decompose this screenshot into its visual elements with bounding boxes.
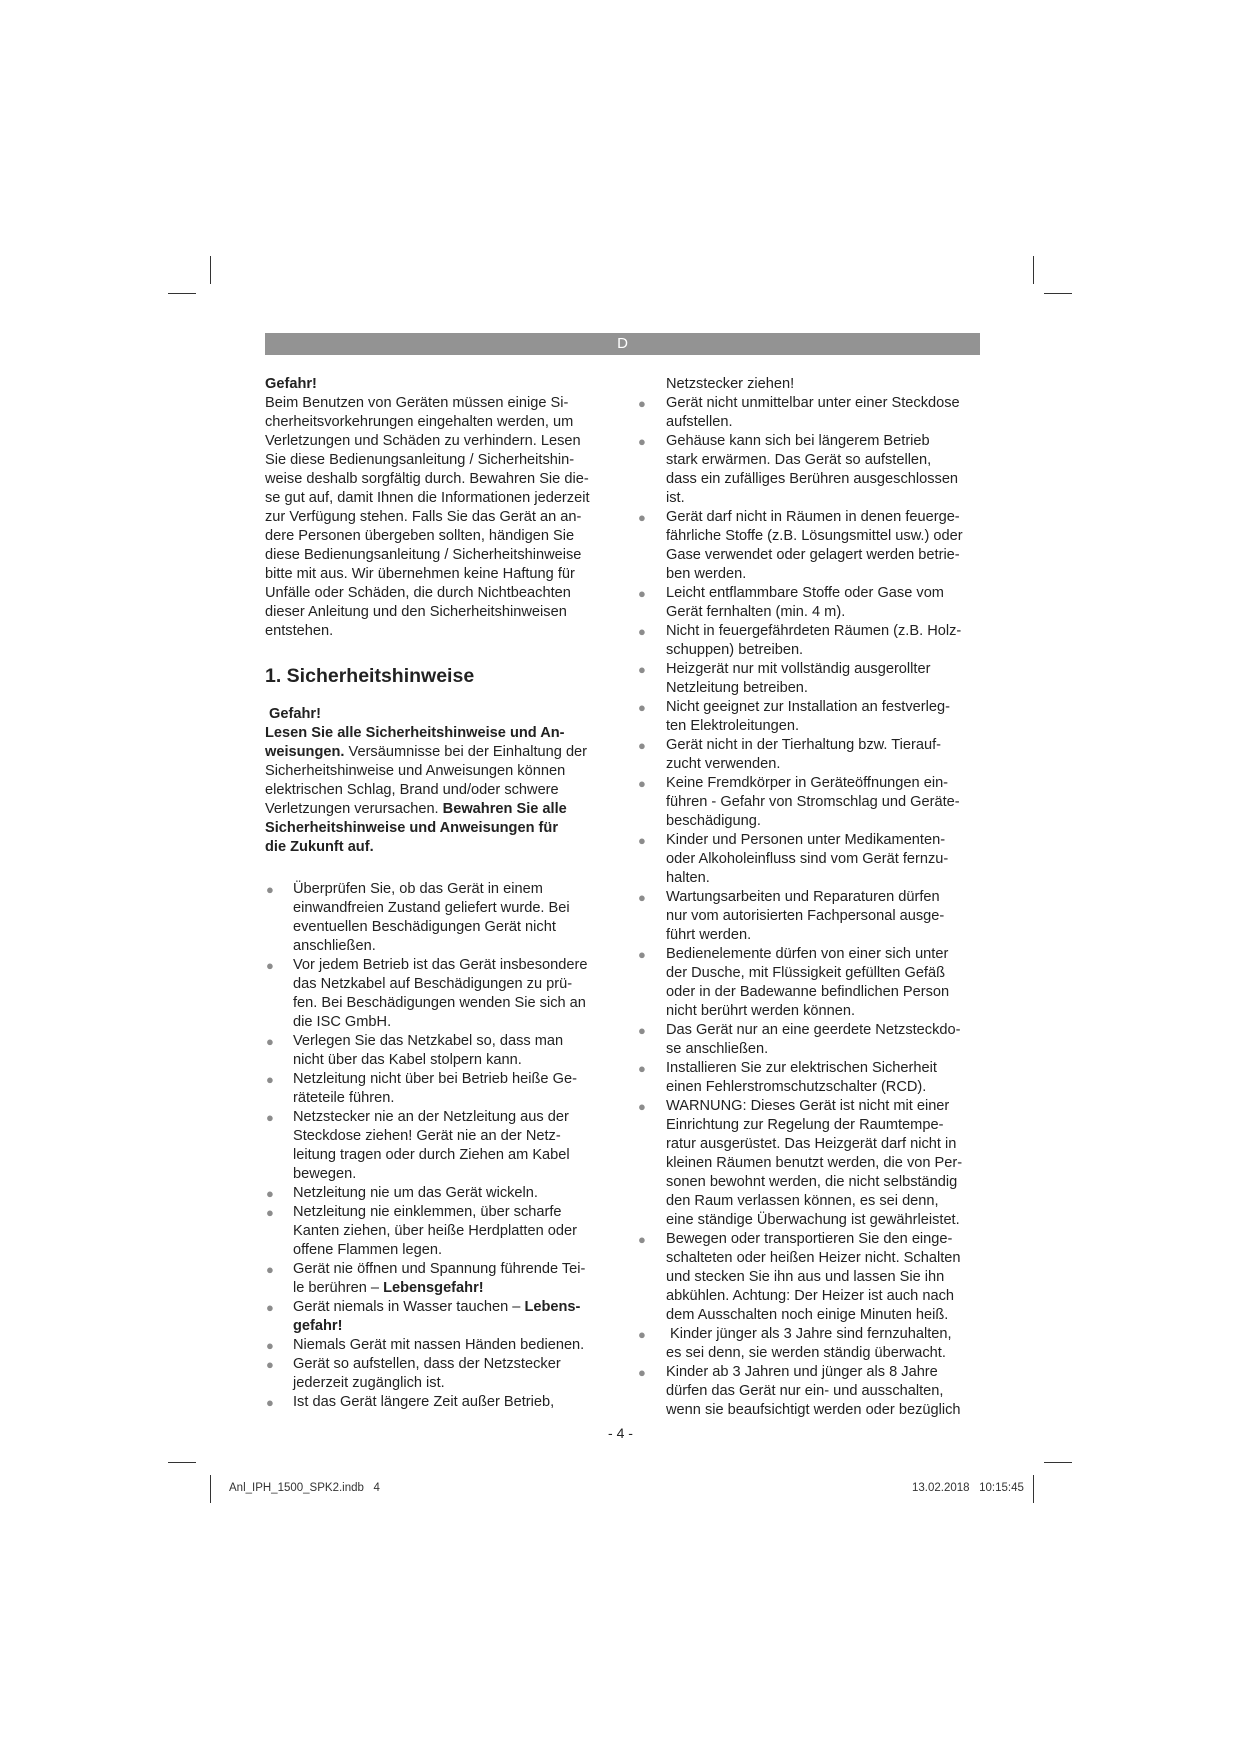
crop-mark-top-right	[1033, 256, 1034, 284]
list-item-line: eventuellen Beschädigungen Gerät nicht	[293, 919, 556, 935]
list-item-line: dass ein zufälliges Berühren ausgeschlossen	[666, 471, 959, 487]
bullet-icon: ●	[638, 776, 646, 791]
list-item	[265, 1393, 615, 1412]
list-item-line: die ISC GmbH.	[293, 1014, 392, 1030]
list-item-line: nicht über das Kabel stolpern kann.	[293, 1052, 522, 1068]
list-item-line: Kinder jünger als 3 Jahre sind fernzuhalten,	[666, 1326, 952, 1342]
crop-mark-top-left	[210, 256, 211, 284]
warning-heading: Gefahr!	[265, 706, 321, 722]
language-code: D	[617, 335, 628, 352]
list-item	[265, 956, 615, 1032]
intro-line: Verletzungen und Schäden zu verhindern. Lesen	[265, 433, 581, 449]
footer-timestamp: 13.02.2018 10:15:45	[912, 1482, 1024, 1494]
list-item-line: halten.	[666, 870, 710, 886]
list-item-text: Gerät niemals in Wasser tauchen –	[293, 1299, 525, 1315]
list-item-line: Netzleitung nie einklemmen, über scharfe	[293, 1204, 562, 1220]
bullet-icon: ●	[266, 958, 274, 973]
list-item	[637, 1325, 982, 1363]
list-item	[637, 1230, 982, 1325]
bullet-icon: ●	[638, 833, 646, 848]
list-item-line: eine ständige Überwachung ist gewährleistet.	[666, 1212, 960, 1228]
right-bullet-list	[637, 394, 982, 1420]
list-item-line: Bedienelemente dürfen von einer sich unter	[666, 946, 949, 962]
list-item-line: Gerät nicht unmittelbar unter einer Steckdose	[666, 395, 960, 411]
list-item	[265, 1203, 615, 1260]
list-item	[637, 1097, 982, 1230]
list-item-line: nicht berührt werden können.	[666, 1003, 856, 1019]
list-item	[637, 698, 982, 736]
list-item-line: Gehäuse kann sich bei längerem Betrieb	[666, 433, 930, 449]
bullet-icon: ●	[638, 1327, 646, 1342]
list-item-line: Netzstecker nie an der Netzleitung aus der	[293, 1109, 569, 1125]
list-item-line: schalteten oder heißen Heizer nicht. Schalten	[666, 1250, 961, 1266]
list-item-line: Kanten ziehen, über heiße Herdplatten oder	[293, 1223, 577, 1239]
bullet-icon: ●	[266, 1357, 274, 1372]
intro-heading: Gefahr!	[265, 376, 317, 392]
bullet-icon: ●	[266, 1034, 274, 1049]
list-item-line: Nicht in feuergefährdeten Räumen (z.B. Holz-	[666, 623, 962, 639]
list-item	[265, 1260, 615, 1298]
intro-line: weise deshalb sorgfältig durch. Bewahren Sie die-	[265, 471, 589, 487]
list-item	[637, 888, 982, 945]
list-item-line: abkühlen. Achtung: Der Heizer ist auch nach	[666, 1288, 954, 1304]
bullet-icon: ●	[638, 662, 646, 677]
list-item-line: Kinder und Personen unter Medikamenten-	[666, 832, 946, 848]
list-item-line: Netzleitung nie um das Gerät wickeln.	[293, 1185, 538, 1201]
list-item-line: Gerät nie öffnen und Spannung führende Tei-	[293, 1261, 586, 1277]
list-item-line: beschädigung.	[666, 813, 761, 829]
list-item-line: dem Ausschalten noch einige Minuten heiß.	[666, 1307, 949, 1323]
list-item-line: Einrichtung zur Regelung der Raumtempe-	[666, 1117, 944, 1133]
bullet-icon: ●	[266, 1338, 274, 1353]
intro-line: Sie diese Bedienungsanleitung / Sicherheitshin-	[265, 452, 575, 468]
continuation-line: Netzstecker ziehen!	[666, 376, 795, 392]
list-item-line: jederzeit zugänglich ist.	[293, 1375, 445, 1391]
list-item-line	[293, 1298, 615, 1317]
list-item-line: sonen bewohnt werden, die nicht selbständig	[666, 1174, 958, 1190]
list-item-line: Bewegen oder transportieren Sie den einge-	[666, 1231, 953, 1247]
intro-line: Beim Benutzen von Geräten müssen einige Si-	[265, 395, 569, 411]
list-item-line: aufstellen.	[666, 414, 733, 430]
bullet-icon: ●	[638, 396, 646, 411]
list-item-line: Heizgerät nur mit vollständig ausgerollter	[666, 661, 931, 677]
list-item-line: wenn sie beaufsichtigt werden oder bezüglich	[666, 1402, 961, 1418]
intro-line: entstehen.	[265, 623, 334, 639]
list-item-line: oder Alkoholeinfluss sind vom Gerät fernzu-	[666, 851, 949, 867]
bullet-icon: ●	[638, 510, 646, 525]
list-item-line: leitung tragen oder durch Ziehen am Kabel	[293, 1147, 570, 1163]
list-item-line: Kinder ab 3 Jahren und jünger als 8 Jahre	[666, 1364, 938, 1380]
bullet-icon: ●	[266, 1186, 274, 1201]
list-item-line: Vor jedem Betrieb ist das Gerät insbesondere	[293, 957, 588, 973]
left-column	[265, 375, 615, 1412]
list-item-line: Netzleitung betreiben.	[666, 680, 808, 696]
bullet-icon: ●	[266, 1395, 274, 1410]
list-item-line: dürfen das Gerät nur ein- und ausschalten,	[666, 1383, 944, 1399]
section-title: 1. Sicherheitshinweise	[265, 665, 475, 687]
list-item	[637, 1021, 982, 1059]
list-item-line: fährliche Stoffe (z.B. Lösungsmittel usw.) oder	[666, 528, 963, 544]
list-item-line: Gerät fernhalten (min. 4 m).	[666, 604, 846, 620]
list-item-line: oder in der Badewanne befindlichen Person	[666, 984, 950, 1000]
list-item	[637, 831, 982, 888]
list-item-line: Wartungsarbeiten und Reparaturen dürfen	[666, 889, 940, 905]
list-item-line	[293, 1279, 615, 1298]
intro-line: se gut auf, damit Ihnen die Informationen jederzeit	[265, 490, 590, 506]
warning-line	[265, 800, 615, 819]
list-item	[637, 945, 982, 1021]
list-item-line: einwandfreien Zustand geliefert wurde. Bei	[293, 900, 570, 916]
crop-mark-top-left	[168, 293, 196, 294]
intro-paragraph	[265, 394, 615, 641]
list-item-line: Gerät darf nicht in Räumen in denen feuerge-	[666, 509, 960, 525]
list-item-line: Netzleitung nicht über bei Betrieb heiße Ge-	[293, 1071, 577, 1087]
list-item-line: und stecken Sie ihn aus und lassen Sie ihn	[666, 1269, 945, 1285]
list-item	[637, 394, 982, 432]
intro-line: dieser Anleitung und den Sicherheitshinweisen	[265, 604, 567, 620]
list-item-line: den Raum verlassen können, es sei denn,	[666, 1193, 939, 1209]
warning-line: elektrischen Schlag, Brand und/oder schwere	[265, 782, 559, 798]
list-item	[265, 1070, 615, 1108]
list-item	[637, 774, 982, 831]
bullet-icon: ●	[638, 947, 646, 962]
list-item-line: Leicht entflammbare Stoffe oder Gase vom	[666, 585, 944, 601]
crop-mark-bottom-right	[1033, 1475, 1034, 1503]
list-item-line: ist.	[666, 490, 685, 506]
list-item-line: gefahr!	[293, 1318, 343, 1334]
list-item	[637, 622, 982, 660]
bullet-icon: ●	[638, 434, 646, 449]
list-item-line: WARNUNG: Dieses Gerät ist nicht mit einer	[666, 1098, 950, 1114]
intro-line: cherheitsvorkehrungen eingehalten werden, um	[265, 414, 574, 430]
page-number: - 4 -	[608, 1425, 633, 1441]
list-item-line: Installieren Sie zur elektrischen Sicherheit	[666, 1060, 937, 1076]
list-item-line: Das Gerät nur an eine geerdete Netzsteckdo-	[666, 1022, 961, 1038]
list-item-line: ratur ausgerüstet. Das Heizgerät darf nicht in	[666, 1136, 957, 1152]
list-item-bold-text: Lebens-	[524, 1299, 581, 1315]
list-item-line: Ist das Gerät längere Zeit außer Betrieb,	[293, 1394, 555, 1410]
list-item-line: Verlegen Sie das Netzkabel so, dass man	[293, 1033, 564, 1049]
list-item-line: ten Elektroleitungen.	[666, 718, 800, 734]
warning-line	[265, 743, 615, 762]
right-column	[637, 375, 982, 1420]
list-item-line: der Dusche, mit Flüssigkeit gefüllten Gefäß	[666, 965, 946, 981]
bullet-icon: ●	[638, 890, 646, 905]
crop-mark-bottom-right	[1044, 1462, 1072, 1463]
list-item-line: Gerät nicht in der Tierhaltung bzw. Tierauf-	[666, 737, 941, 753]
bullet-icon: ●	[638, 738, 646, 753]
list-item-line: das Netzkabel auf Beschädigungen zu prü-	[293, 976, 573, 992]
list-item	[265, 880, 615, 956]
intro-line: diese Bedienungsanleitung / Sicherheitshinweise	[265, 547, 582, 563]
list-item	[265, 1032, 615, 1070]
warning-line: Sicherheitshinweise und Anweisungen können	[265, 763, 566, 779]
list-item-line: Niemals Gerät mit nassen Händen bedienen.	[293, 1337, 585, 1353]
crop-mark-bottom-left	[210, 1475, 211, 1503]
intro-line: bitte mit aus. Wir übernehmen keine Haftung für	[265, 566, 575, 582]
list-item	[265, 1336, 615, 1355]
list-item-line: einen Fehlerstromschutzschalter (RCD).	[666, 1079, 927, 1095]
list-item-line: Überprüfen Sie, ob das Gerät in einem	[293, 881, 543, 897]
bullet-icon: ●	[266, 1262, 274, 1277]
list-item-line: Nicht geeignet zur Installation an festverleg-	[666, 699, 950, 715]
warning-line: die Zukunft auf.	[265, 839, 374, 855]
list-item-line: kleinen Räumen benutzt werden, die von Per-	[666, 1155, 963, 1171]
bullet-icon: ●	[266, 1205, 274, 1220]
list-item-line: se anschließen.	[666, 1041, 769, 1057]
list-item-line: ben werden.	[666, 566, 747, 582]
warning-text: Versäumnisse bei der Einhaltung der	[344, 744, 588, 760]
list-item-line: es sei denn, sie werden ständig überwacht.	[666, 1345, 946, 1361]
bullet-icon: ●	[266, 1300, 274, 1315]
bullet-icon: ●	[638, 1099, 646, 1114]
list-item	[265, 1298, 615, 1336]
crop-mark-top-right	[1044, 293, 1072, 294]
intro-line: dere Personen übergeben sollten, händigen Sie	[265, 528, 575, 544]
crop-mark-bottom-left	[168, 1462, 196, 1463]
list-item-bold-text: Lebensgefahr!	[383, 1280, 484, 1296]
list-item	[637, 1363, 982, 1420]
bullet-icon: ●	[266, 1110, 274, 1125]
bullet-icon: ●	[266, 882, 274, 897]
warning-line: Lesen Sie alle Sicherheitshinweise und An-	[265, 725, 565, 741]
list-item	[637, 1059, 982, 1097]
list-item-line: offene Flammen legen.	[293, 1242, 443, 1258]
bullet-icon: ●	[638, 700, 646, 715]
list-item-line: schuppen) betreiben.	[666, 642, 804, 658]
list-item-line: führen - Gefahr von Stromschlag und Geräte-	[666, 794, 960, 810]
list-item	[637, 508, 982, 584]
list-item-line: führt werden.	[666, 927, 752, 943]
list-item-line: stark erwärmen. Das Gerät so aufstellen,	[666, 452, 932, 468]
intro-line: Unfälle oder Schäden, die durch Nichtbeachten	[265, 585, 571, 601]
footer-file-name: Anl_IPH_1500_SPK2.indb 4	[229, 1482, 380, 1494]
bullet-icon: ●	[638, 1061, 646, 1076]
language-header-bar	[265, 333, 980, 355]
list-item-line: nur vom autorisierten Fachpersonal ausge-	[666, 908, 945, 924]
left-bullet-list	[265, 880, 615, 1412]
bullet-icon: ●	[638, 1023, 646, 1038]
warning-bold-text: weisungen.	[265, 744, 345, 760]
list-item-line: Gerät so aufstellen, dass der Netzstecker	[293, 1356, 561, 1372]
bullet-icon: ●	[638, 624, 646, 639]
list-item-line: Gase verwendet oder gelagert werden betrie-	[666, 547, 960, 563]
list-item-line: fen. Bei Beschädigungen wenden Sie sich an	[293, 995, 586, 1011]
list-item-line: anschließen.	[293, 938, 376, 954]
intro-line: zur Verfügung stehen. Falls Sie das Gerät an an-	[265, 509, 582, 525]
bullet-icon: ●	[638, 1232, 646, 1247]
list-item-line: bewegen.	[293, 1166, 357, 1182]
list-item	[637, 584, 982, 622]
list-item	[637, 660, 982, 698]
list-item	[265, 1108, 615, 1184]
list-item-text: le berühren –	[293, 1280, 384, 1296]
warning-text: Verletzungen verursachen.	[265, 801, 443, 817]
list-item-line: räteteile führen.	[293, 1090, 395, 1106]
list-item-line: Steckdose ziehen! Gerät nie an der Netz-	[293, 1128, 561, 1144]
list-item-line: zucht verwenden.	[666, 756, 781, 772]
warning-paragraph	[265, 724, 615, 857]
list-item	[637, 432, 982, 508]
bullet-icon: ●	[638, 1365, 646, 1380]
list-item-line: Keine Fremdkörper in Geräteöffnungen ein-	[666, 775, 949, 791]
list-item	[637, 736, 982, 774]
warning-bold-text: Bewahren Sie alle	[442, 801, 567, 817]
warning-line: Sicherheitshinweise und Anweisungen für	[265, 820, 559, 836]
bullet-icon: ●	[638, 586, 646, 601]
list-item	[265, 1355, 615, 1393]
list-item	[265, 1184, 615, 1203]
bullet-icon: ●	[266, 1072, 274, 1087]
